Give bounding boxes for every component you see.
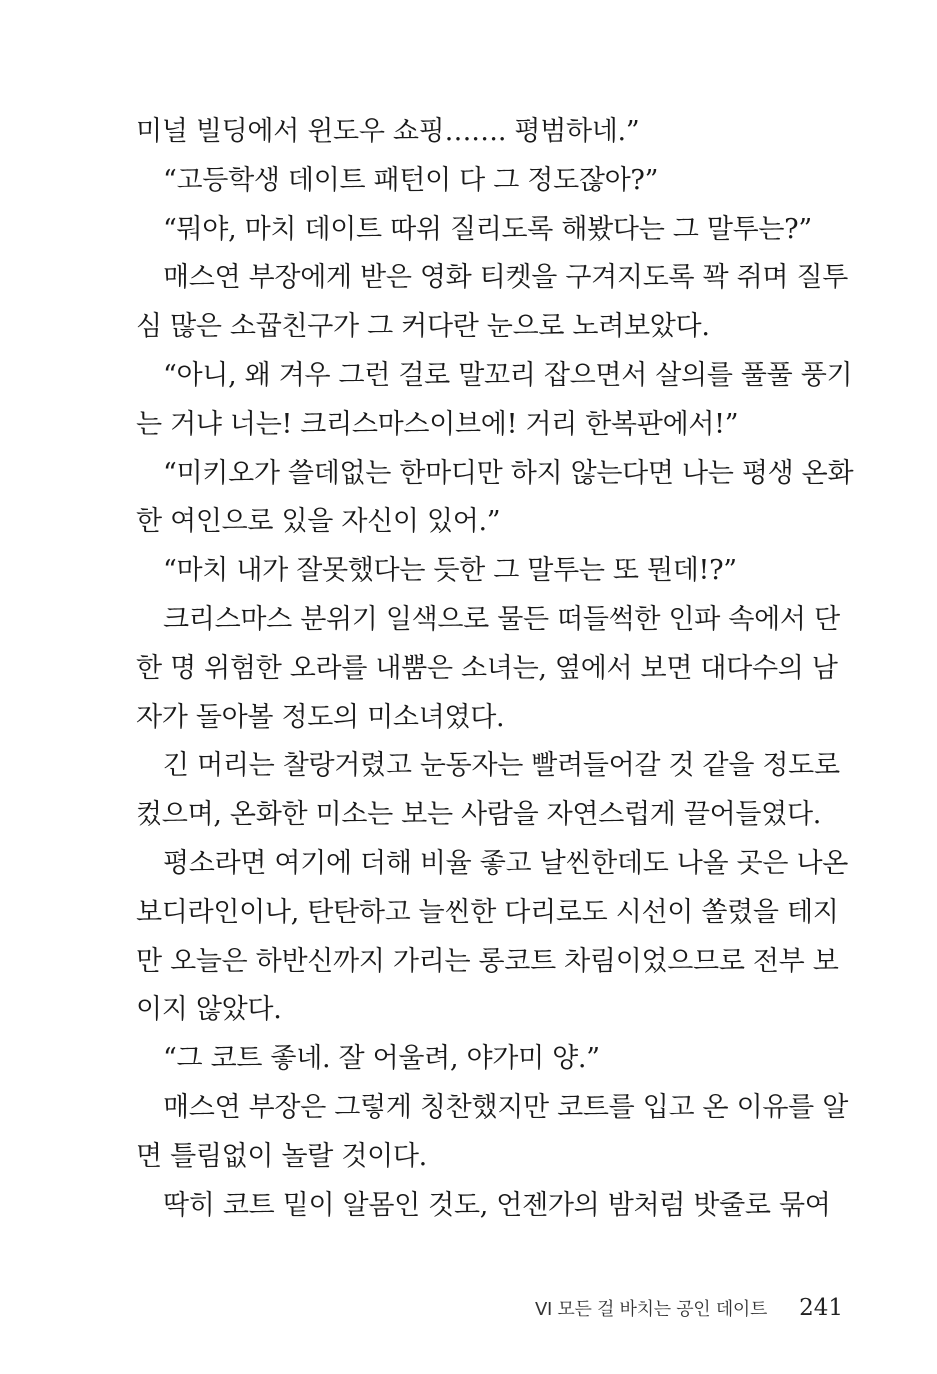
text-line: 만 오늘은 하반신까지 가리는 롱코트 차림이었으므로 전부 보: [136, 945, 839, 977]
text-line: 크리스마스 분위기 일색으로 물든 떠들썩한 인파 속에서 단: [163, 603, 840, 635]
text-line: 면 틀림없이 놀랄 것이다.: [136, 1140, 427, 1172]
text-line: 컸으며, 온화한 미소는 보는 사람을 자연스럽게 끌어들였다.: [136, 799, 822, 831]
text-line: 이지 않았다.: [136, 994, 282, 1026]
text-line: “그 코트 좋네. 잘 어울려, 야가미 양.”: [163, 1043, 600, 1075]
text-line: 자가 돌아볼 정도의 미소녀였다.: [136, 701, 505, 733]
text-line: “아니, 왜 겨우 그런 걸로 말꼬리 잡으면서 살의를 풀풀 풍기: [163, 359, 853, 391]
body-text: [136, 108, 854, 1230]
text-line: 매스연 부장에게 받은 영화 티켓을 구겨지도록 꽉 쥐며 질투: [163, 262, 849, 294]
chapter-title: VI 모든 걸 바치는 공인 데이트: [534, 1299, 768, 1320]
page-number: 241: [799, 1295, 843, 1321]
text-line: 미널 빌딩에서 윈도우 쇼핑……. 평범하네.”: [136, 116, 640, 147]
text-line: “미키오가 쓸데없는 한마디만 하지 않는다면 나는 평생 온화: [163, 457, 854, 489]
text-line: “마치 내가 잘못했다는 듯한 그 말투는 또 뭔데!?”: [163, 555, 737, 587]
text-line: 긴 머리는 찰랑거렸고 눈동자는 빨려들어갈 것 같을 정도로: [163, 750, 840, 782]
text-line: 딱히 코트 밑이 알몸인 것도, 언젠가의 밤처럼 밧줄로 묶여: [163, 1189, 831, 1221]
text-line: 한 명 위험한 오라를 내뿜은 소녀는, 옆에서 보면 대다수의 남: [136, 652, 838, 684]
text-line: 는 거냐 너는! 크리스마스이브에! 거리 한복판에서!”: [136, 408, 739, 440]
text-line: 평소라면 여기에 더해 비율 좋고 날씬한데도 나올 곳은 나온: [163, 847, 849, 879]
text-line: 심 많은 소꿉친구가 그 커다란 눈으로 노려보았다.: [136, 311, 710, 343]
text-line: 매스연 부장은 그렇게 칭찬했지만 코트를 입고 온 이유를 알: [163, 1091, 849, 1123]
text-line: “뭐야, 마치 데이트 따위 질리도록 해봤다는 그 말투는?”: [163, 213, 812, 245]
text-line: 보디라인이나, 탄탄하고 늘씬한 다리로도 시선이 쏠렸을 테지: [136, 896, 839, 928]
page-footer: [535, 1290, 843, 1326]
text-line: 한 여인으로 있을 자신이 있어.”: [136, 506, 501, 538]
text-line: “고등학생 데이트 패턴이 다 그 정도잖아?”: [163, 164, 659, 196]
